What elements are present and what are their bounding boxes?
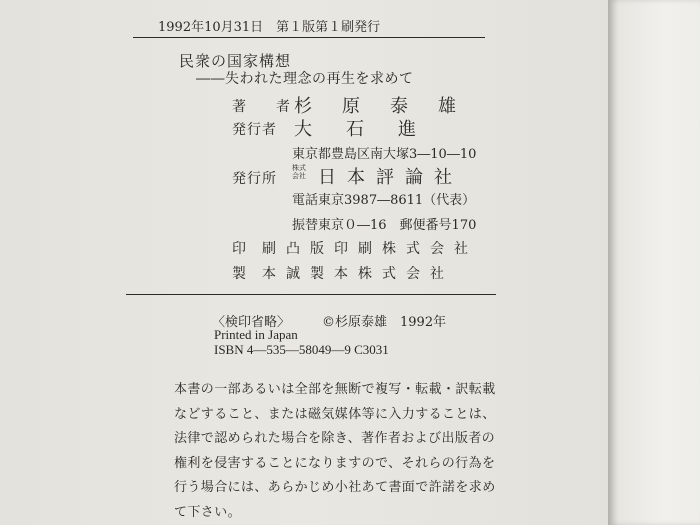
company-prefix: 株式会社: [292, 164, 306, 180]
copyright-line: ©杉原泰雄 1992年: [322, 315, 447, 330]
company-name: 日本評論社: [318, 167, 463, 188]
publisher-label: 発行者: [232, 122, 277, 138]
printer-name: 凸版印刷株式会社: [286, 241, 478, 257]
notice-line: 本書の一部あるいは全部を無断で複写・転載・訳転載: [174, 382, 496, 397]
notice-line: 権利を侵害することになりますので、それらの行為を: [174, 455, 496, 471]
book-subtitle: ――失われた理念の再生を求めて: [196, 71, 414, 87]
notice-line: などすること、または磁気媒体等に入力することは、: [174, 406, 496, 422]
publisher-name: 大石進: [294, 119, 450, 140]
company-label: 発行所: [232, 171, 277, 187]
transfer-account: 振替東京０―16 郵便番号170: [292, 218, 477, 233]
author-name: 杉原泰雄: [294, 96, 486, 117]
phone-number: 電話東京3987―8611（代表）: [292, 193, 476, 208]
binder-label: 製本: [232, 266, 292, 282]
publication-date: 1992年10月31日 第１版第１刷発行: [158, 20, 381, 35]
top-divider: [133, 37, 485, 38]
publisher-address: 東京都豊島区南大塚3―10―10: [292, 147, 477, 162]
book-title: 民衆の国家構想: [179, 52, 292, 70]
notice-line: 法律で認められた場合を除き、著作者および出版者の: [174, 431, 496, 446]
notice-line: 行う場合には、あらかじめ小社あて書面で許諾を求め: [174, 480, 496, 495]
copyright-notice: [174, 378, 504, 525]
author-label: 著 者: [232, 99, 298, 115]
binder-name: 誠製本株式会社: [286, 266, 454, 282]
isbn: ISBN 4―535―58049―9 C3031: [214, 342, 389, 357]
seal-note: 〈検印省略〉: [212, 315, 291, 330]
notice-line: て下さい。: [174, 504, 242, 520]
printed-in: Printed in Japan: [214, 327, 298, 342]
next-page-edge: [608, 0, 700, 525]
bottom-divider: [126, 294, 496, 295]
printer-label: 印刷: [232, 241, 292, 257]
